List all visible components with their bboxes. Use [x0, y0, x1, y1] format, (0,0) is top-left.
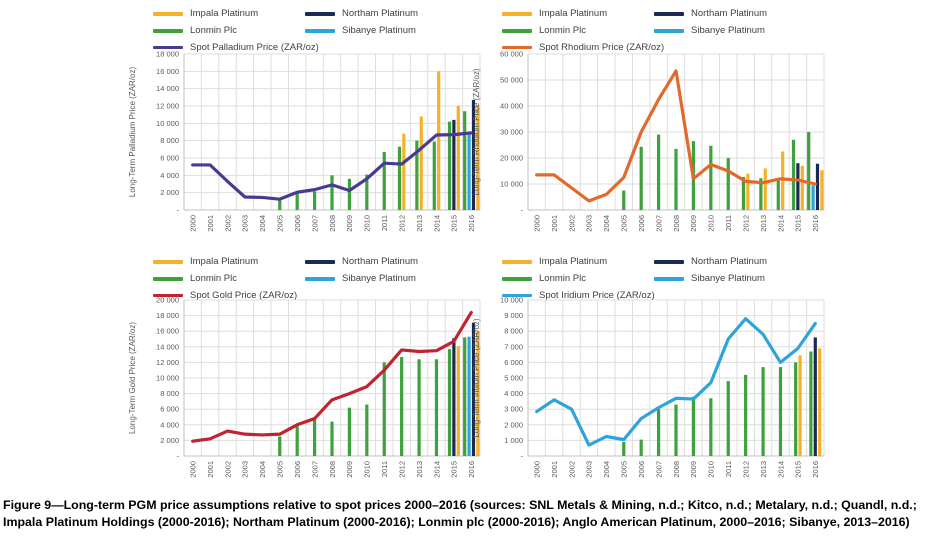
y-tick-label: 6 000	[504, 357, 523, 367]
y-tick-label: 12 000	[156, 357, 179, 367]
y-tick-label: 60 000	[500, 50, 523, 59]
bar-impala-2013	[420, 116, 423, 210]
spot_rhodium-swatch-icon	[502, 46, 532, 49]
iridium-panel	[472, 250, 945, 490]
bar-impala-2012	[402, 134, 405, 210]
y-tick-label: 30 000	[500, 127, 523, 137]
gold-legend-item-northam	[305, 256, 418, 267]
impala-legend-label: Impala Platinum	[539, 256, 608, 267]
bar-lonmin-2006	[296, 426, 299, 456]
x-tick-label: 2010	[362, 215, 372, 232]
x-tick-label: 2005	[619, 215, 629, 232]
lonmin-swatch-icon	[502, 29, 532, 33]
bar-lonmin-2016	[463, 111, 466, 210]
y-tick-label: -	[176, 451, 179, 461]
y-tick-label: 8 000	[504, 326, 523, 336]
impala-swatch-icon	[153, 260, 183, 264]
x-tick-label: 2007	[654, 215, 664, 232]
bar-lonmin-2016	[809, 351, 812, 456]
x-tick-label: 2007	[310, 215, 320, 232]
lonmin-legend-label: Lonmin Plc	[539, 273, 586, 284]
y-tick-label: 8 000	[160, 136, 179, 146]
bar-lonmin-2011	[383, 152, 386, 210]
x-tick-label: 2011	[724, 461, 734, 478]
bar-lonmin-2010	[365, 405, 368, 456]
gold-legend	[153, 256, 418, 301]
rhodium-legend	[502, 8, 767, 53]
bar-impala-2015	[457, 346, 460, 456]
y-tick-label: -	[520, 451, 523, 461]
bar-lonmin-2007	[657, 135, 660, 210]
palladium-legend-item-lonmin	[153, 25, 305, 36]
spot_iridium-legend-label: Spot Iridium Price (ZAR/oz)	[539, 290, 655, 301]
y-tick-label: -	[520, 205, 523, 215]
y-axis-title: Long-Term Rhodium Price (ZAR/oz)	[472, 68, 481, 196]
x-tick-label: 2015	[449, 215, 459, 232]
bar-lonmin-2013	[761, 367, 764, 456]
palladium-plot	[126, 50, 486, 242]
bar-lonmin-2005	[622, 191, 625, 211]
bar-lonmin-2008	[330, 422, 333, 456]
x-tick-label: 2000	[188, 461, 198, 478]
x-tick-label: 2010	[706, 215, 716, 232]
x-tick-label: 2002	[567, 461, 577, 478]
y-tick-label: 18 000	[156, 50, 179, 59]
y-tick-label: 50 000	[500, 75, 523, 85]
bar-lonmin-2010	[709, 398, 712, 456]
x-tick-label: 2009	[345, 461, 355, 478]
gold-legend-item-sibanye	[305, 273, 418, 284]
rhodium-legend-item-impala	[502, 8, 654, 19]
bar-lonmin-2015	[794, 362, 797, 456]
y-tick-label: 14 000	[156, 342, 179, 352]
x-tick-label: 2004	[602, 461, 612, 478]
sibanye-swatch-icon	[654, 29, 684, 33]
impala-swatch-icon	[502, 260, 532, 264]
bar-lonmin-2012	[398, 147, 401, 210]
lonmin-swatch-icon	[153, 277, 183, 281]
palladium-legend	[153, 8, 418, 53]
x-tick-label: 2008	[671, 215, 681, 232]
x-tick-label: 2016	[467, 215, 477, 232]
bar-northam-2016	[816, 164, 819, 210]
y-tick-label: 12 000	[156, 101, 179, 111]
y-tick-label: 9 000	[504, 311, 523, 321]
y-tick-label: 5 000	[504, 373, 523, 383]
rhodium-plot	[470, 50, 830, 242]
bar-lonmin-2013	[417, 359, 420, 456]
bar-lonmin-2016	[463, 337, 466, 456]
x-tick-label: 2011	[380, 461, 390, 478]
y-tick-label: 20 000	[156, 296, 179, 305]
x-tick-label: 2003	[584, 215, 594, 232]
northam-legend-label: Northam Platinum	[691, 8, 768, 19]
northam-swatch-icon	[654, 12, 684, 16]
northam-legend-label: Northam Platinum	[691, 256, 768, 267]
bar-lonmin-2014	[433, 142, 436, 210]
x-tick-label: 2005	[619, 461, 629, 478]
bar-lonmin-2007	[313, 191, 316, 210]
y-tick-label: 3 000	[504, 404, 523, 414]
bar-sibanye-2016	[811, 185, 814, 210]
y-tick-label: 2 000	[160, 435, 179, 445]
spot_rhodium-legend-label: Spot Rhodium Price (ZAR/oz)	[539, 42, 665, 53]
y-tick-label: 14 000	[156, 84, 179, 94]
impala-legend-label: Impala Platinum	[190, 256, 259, 267]
sibanye-legend-label: Sibanye Platinum	[691, 25, 765, 36]
bar-lonmin-2008	[674, 149, 677, 210]
rhodium-chart	[470, 50, 830, 247]
bar-impala-2015	[457, 106, 460, 210]
bar-impala-2015	[801, 166, 804, 210]
sibanye-legend-label: Sibanye Platinum	[342, 25, 416, 36]
y-axis-title: Long-Term Palladium Price (ZAR/oz)	[128, 66, 137, 198]
x-tick-label: 2008	[327, 461, 337, 478]
bar-lonmin-2011	[383, 362, 386, 456]
x-tick-label: 2016	[467, 461, 477, 478]
bar-lonmin-2007	[657, 409, 660, 456]
bar-impala-2012	[746, 174, 749, 210]
bar-lonmin-2006	[296, 193, 299, 210]
bar-lonmin-2005	[622, 442, 625, 456]
y-tick-label: 2 000	[160, 188, 179, 198]
y-tick-label: 6 000	[160, 153, 179, 163]
bar-lonmin-2015	[792, 140, 795, 210]
x-tick-label: 2003	[240, 215, 250, 232]
x-tick-label: 2010	[706, 461, 716, 478]
x-tick-label: 2004	[602, 215, 612, 232]
rhodium-legend-item-sibanye	[654, 25, 767, 36]
lonmin-swatch-icon	[153, 29, 183, 33]
x-tick-label: 2011	[724, 215, 734, 232]
bar-lonmin-2014	[435, 359, 438, 456]
x-tick-label: 2003	[584, 461, 594, 478]
y-tick-label: 7 000	[504, 342, 523, 352]
northam-legend-label: Northam Platinum	[342, 256, 419, 267]
palladium-legend-item-northam	[305, 8, 418, 19]
y-tick-label: 18 000	[156, 311, 179, 321]
bar-lonmin-2014	[779, 367, 782, 456]
bar-impala-2013	[764, 168, 767, 210]
rhodium-legend-item-northam	[654, 8, 767, 19]
y-tick-label: 16 000	[156, 66, 179, 76]
sibanye-swatch-icon	[305, 277, 335, 281]
y-axis-title: Long-Term Iridium Price (ZAR/oz)	[472, 318, 481, 438]
x-tick-label: 2015	[449, 461, 459, 478]
impala-swatch-icon	[153, 12, 183, 16]
caption-line-1: Figure 9—Long-term PGM price assumptions relative to spot prices 2000–2016 (sources: SNL Metals & Mining, n.d.; Kitco, n.d.; Metalary, n.d.; Quandl, n.d.;	[3, 498, 917, 512]
bar-impala-2016	[818, 348, 821, 456]
x-tick-label: 2011	[380, 215, 390, 232]
x-tick-label: 2012	[397, 461, 407, 478]
x-tick-label: 2016	[811, 461, 821, 478]
bar-lonmin-2009	[692, 397, 695, 456]
x-tick-label: 2009	[689, 215, 699, 232]
x-tick-label: 2014	[776, 461, 786, 478]
x-tick-label: 2001	[205, 461, 215, 478]
x-tick-label: 2002	[567, 215, 577, 232]
bar-lonmin-2012	[400, 357, 403, 456]
bar-lonmin-2006	[640, 440, 643, 456]
spot_palladium-swatch-icon	[153, 46, 183, 49]
rhodium-panel	[472, 0, 945, 250]
x-tick-label: 2012	[397, 215, 407, 232]
x-tick-label: 2013	[414, 461, 424, 478]
spot_palladium-legend-label: Spot Palladium Price (ZAR/oz)	[190, 42, 319, 53]
x-tick-label: 2015	[793, 215, 803, 232]
bar-lonmin-2007	[313, 419, 316, 456]
x-tick-label: 2008	[327, 215, 337, 232]
palladium-legend-item-impala	[153, 8, 305, 19]
palladium-chart	[126, 50, 486, 247]
iridium-plot	[470, 296, 830, 488]
y-tick-label: 10 000	[156, 373, 179, 383]
gold-legend-item-impala	[153, 256, 305, 267]
bar-impala-2016	[820, 170, 823, 210]
caption-line-2: Impala Platinum Holdings (2000-2016); Northam Platinum (2000-2016); Lonmin plc (2000-2016); Anglo American Platinum, 2000–2016; Sibanye, 2013–2016)	[3, 514, 910, 529]
y-tick-label: 10 000	[156, 118, 179, 128]
bar-lonmin-2010	[709, 146, 712, 210]
bar-northam-2016	[814, 337, 817, 456]
y-tick-label: 4 000	[160, 420, 179, 430]
impala-legend-label: Impala Platinum	[190, 8, 259, 19]
x-tick-label: 2006	[636, 215, 646, 232]
bar-lonmin-2006	[640, 147, 643, 210]
bar-lonmin-2009	[348, 408, 351, 456]
x-tick-label: 2013	[758, 461, 768, 478]
lonmin-legend-label: Lonmin Plc	[539, 25, 586, 36]
bar-lonmin-2014	[777, 179, 780, 210]
bar-lonmin-2011	[727, 381, 730, 456]
sibanye-swatch-icon	[305, 29, 335, 33]
palladium-legend-item-sibanye	[305, 25, 418, 36]
x-tick-label: 2006	[292, 461, 302, 478]
x-tick-label: 2012	[741, 461, 751, 478]
x-tick-label: 2007	[310, 461, 320, 478]
x-tick-label: 2016	[811, 215, 821, 232]
x-tick-label: 2015	[793, 461, 803, 478]
impala-swatch-icon	[502, 12, 532, 16]
x-tick-label: 2014	[776, 215, 786, 232]
lonmin-legend-label: Lonmin Plc	[190, 273, 237, 284]
x-tick-label: 2005	[275, 215, 285, 232]
bar-lonmin-2011	[727, 158, 730, 210]
bar-lonmin-2012	[744, 375, 747, 456]
bar-lonmin-2005	[278, 437, 281, 457]
iridium-chart	[470, 296, 830, 493]
lonmin-legend-label: Lonmin Plc	[190, 25, 237, 36]
y-tick-label: -	[176, 205, 179, 215]
gold-plot	[126, 296, 486, 488]
impala-legend-label: Impala Platinum	[539, 8, 608, 19]
y-tick-label: 40 000	[500, 101, 523, 111]
bar-impala-2014	[781, 152, 784, 211]
iridium-legend-item-lonmin	[502, 273, 654, 284]
x-tick-label: 2001	[549, 461, 559, 478]
y-tick-label: 10 000	[500, 179, 523, 189]
x-tick-label: 2004	[258, 461, 268, 478]
bar-impala-2014	[437, 71, 440, 210]
gold-legend-item-lonmin	[153, 273, 305, 284]
y-tick-label: 8 000	[160, 389, 179, 399]
x-tick-label: 2014	[432, 461, 442, 478]
x-tick-label: 2006	[636, 461, 646, 478]
x-tick-label: 2013	[414, 215, 424, 232]
rhodium-legend-item-lonmin	[502, 25, 654, 36]
bar-lonmin-2015	[448, 349, 451, 456]
figure-caption	[3, 497, 943, 531]
x-tick-label: 2006	[292, 215, 302, 232]
bar-lonmin-2009	[348, 179, 351, 210]
y-tick-label: 2 000	[504, 420, 523, 430]
bar-lonmin-2005	[278, 200, 281, 210]
bar-lonmin-2016	[807, 132, 810, 210]
x-tick-label: 2009	[689, 461, 699, 478]
x-tick-label: 2009	[345, 215, 355, 232]
sibanye-legend-label: Sibanye Platinum	[342, 273, 416, 284]
x-tick-label: 2000	[532, 461, 542, 478]
sibanye-legend-label: Sibanye Platinum	[691, 273, 765, 284]
y-tick-label: 16 000	[156, 326, 179, 336]
sibanye-swatch-icon	[654, 277, 684, 281]
x-tick-label: 2013	[758, 215, 768, 232]
northam-swatch-icon	[654, 260, 684, 264]
x-tick-label: 2008	[671, 461, 681, 478]
y-tick-label: 1 000	[504, 435, 523, 445]
y-tick-label: 6 000	[160, 404, 179, 414]
iridium-legend-item-impala	[502, 256, 654, 267]
bar-impala-2015	[798, 355, 801, 456]
x-tick-label: 2003	[240, 461, 250, 478]
y-tick-label: 10 000	[500, 296, 523, 305]
x-tick-label: 2002	[223, 215, 233, 232]
iridium-legend	[502, 256, 767, 301]
x-tick-label: 2000	[532, 215, 542, 232]
x-tick-label: 2004	[258, 215, 268, 232]
x-tick-label: 2007	[654, 461, 664, 478]
x-tick-label: 2012	[741, 215, 751, 232]
northam-legend-label: Northam Platinum	[342, 8, 419, 19]
x-tick-label: 2010	[362, 461, 372, 478]
y-tick-label: 20 000	[500, 153, 523, 163]
x-tick-label: 2001	[205, 215, 215, 232]
northam-swatch-icon	[305, 260, 335, 264]
y-axis-title: Long-Term Gold Price (ZAR/oz)	[128, 321, 137, 435]
x-tick-label: 2002	[223, 461, 233, 478]
y-tick-label: 4 000	[504, 389, 523, 399]
x-tick-label: 2000	[188, 215, 198, 232]
y-tick-label: 4 000	[160, 170, 179, 180]
spot_gold-legend-label: Spot Gold Price (ZAR/oz)	[190, 290, 298, 301]
iridium-legend-item-sibanye	[654, 273, 767, 284]
x-tick-label: 2014	[432, 215, 442, 232]
bar-lonmin-2008	[330, 175, 333, 210]
gold-chart	[126, 296, 486, 493]
iridium-legend-item-northam	[654, 256, 767, 267]
bar-lonmin-2008	[674, 405, 677, 456]
bar-northam-2015	[452, 338, 455, 456]
x-tick-label: 2005	[275, 461, 285, 478]
bar-northam-2015	[796, 163, 799, 210]
x-tick-label: 2001	[549, 215, 559, 232]
northam-swatch-icon	[305, 12, 335, 16]
lonmin-swatch-icon	[502, 277, 532, 281]
